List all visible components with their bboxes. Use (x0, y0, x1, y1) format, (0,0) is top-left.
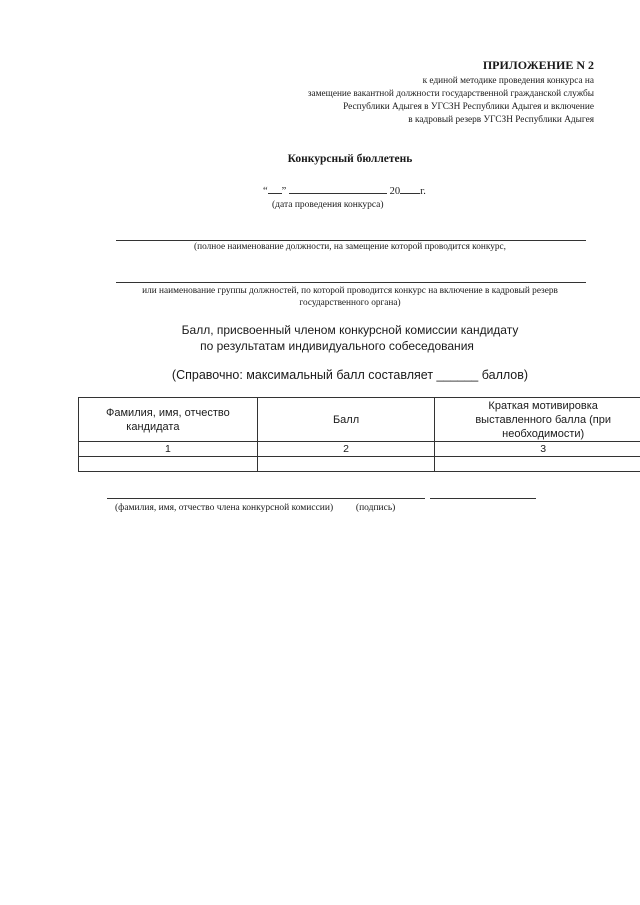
date-line (263, 183, 426, 197)
max-score-blank[interactable]: ______ (436, 368, 479, 382)
date-caption: (дата проведения конкурса) (272, 200, 384, 210)
column-number: 1 (79, 442, 258, 457)
header-motivation (435, 398, 640, 442)
header-line: Краткая мотивировка (488, 399, 598, 412)
reference-prefix: (Справочно: максимальный балл составляет (171, 368, 434, 382)
year-blank[interactable] (400, 183, 420, 194)
appendix-line: замещение вакантной должности государственной гражданской службы (307, 89, 594, 99)
appendix-subtitle (308, 75, 594, 127)
quote-close: ” (281, 186, 287, 197)
appendix-line: в кадровый резерв УГСЗН Республики Адыгея (408, 115, 594, 125)
header-line: Фамилия, имя, отчество (106, 406, 230, 419)
score-cell[interactable] (257, 457, 435, 472)
table-header-row (79, 398, 640, 442)
table-number-row (79, 442, 640, 457)
group-caption-line: или наименование группы должностей, по которой проводится конкурс на включение в кадровый резерв (142, 286, 558, 296)
table-row (79, 457, 640, 472)
signature-caption: (подпись) (355, 503, 396, 513)
day-blank[interactable] (268, 183, 282, 194)
year-prefix: 20 (389, 186, 401, 197)
score-heading (0, 322, 640, 354)
position-blank-line[interactable] (116, 240, 586, 241)
quote-open: “ (263, 186, 268, 197)
max-score-reference (0, 368, 640, 382)
header-line: необходимости) (502, 427, 585, 440)
month-blank[interactable] (289, 183, 387, 194)
appendix-line: Республики Адыгея в УГСЗН Республики Адыгея и включение (343, 102, 594, 112)
header-line: кандидата (126, 420, 180, 433)
member-name-caption: (фамилия, имя, отчество члена конкурсной комиссии) (115, 503, 334, 513)
candidate-name-cell[interactable] (79, 457, 258, 472)
column-number: 3 (435, 442, 640, 457)
header-line: выставленного балла (при (475, 413, 612, 426)
group-blank-line[interactable] (116, 282, 586, 283)
bulletin-title: Конкурсный бюллетень (287, 153, 413, 165)
column-number: 2 (257, 442, 435, 457)
score-table (78, 397, 640, 472)
header-score (257, 398, 435, 442)
position-caption: (полное наименование должности, на замещение которой проводится конкурс, (194, 242, 506, 252)
signature-captions (115, 503, 395, 513)
header-candidate-name (79, 398, 258, 442)
appendix-title: ПРИЛОЖЕНИЕ N 2 (482, 58, 594, 72)
motivation-cell[interactable] (435, 457, 640, 472)
member-name-line[interactable] (107, 498, 425, 499)
reference-suffix: баллов) (481, 368, 529, 382)
score-heading-line: по результатам индивидуального собеседования (200, 339, 474, 353)
year-suffix: г. (420, 186, 426, 197)
group-caption-line: государственного органа) (299, 298, 401, 308)
score-heading-line: Балл, присвоенный членом конкурсной комиссии кандидату (181, 323, 519, 337)
group-caption (0, 285, 640, 309)
appendix-line: к единой методике проведения конкурса на (422, 76, 594, 86)
header-line: Балл (332, 413, 360, 426)
signature-line[interactable] (430, 498, 536, 499)
